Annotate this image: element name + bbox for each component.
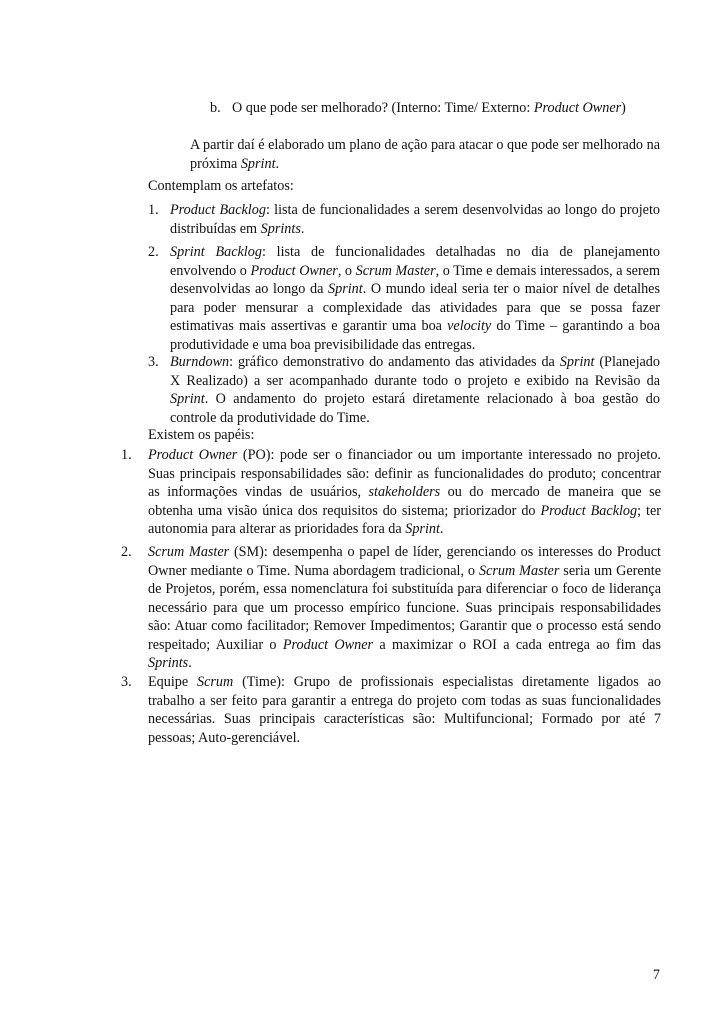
- sub-item-b: [232, 99, 662, 118]
- emphasis-text: Product Owner: [282, 636, 374, 653]
- artifact-item: [170, 353, 660, 427]
- emphasis-text: Product Backlog: [170, 202, 266, 218]
- body-text: .: [300, 220, 305, 237]
- body-text: do Time – garantindo a boa produtividade e uma boa previsibilidade das entregas.: [170, 318, 660, 353]
- role-item: [148, 673, 661, 747]
- body-text: : gráfico demonstrativo do andamento das atividades da: [229, 354, 560, 370]
- body-text: : lista de funcionalidades a serem desenvolvidas ao longo do projeto distribuídas em: [170, 202, 660, 237]
- artifacts-intro: Contemplam os artefatos:: [148, 178, 294, 194]
- emphasis-text: Sprint Backlog: [170, 244, 262, 260]
- body-text: Equipe: [148, 674, 197, 690]
- plan-text-end: .: [275, 155, 280, 172]
- body-text: . O andamento do projeto estará diretamente relacionado à boa gestão do controle da produtividade do Time.: [170, 391, 660, 426]
- body-text: : lista de funcionalidades detalhadas no dia de planejamento envolvendo o: [170, 244, 661, 279]
- plan-text: A partir daí é elaborado um plano de ação para atacar o que pode ser melhorado na próxima: [190, 137, 660, 172]
- body-text: , o Time e demais interessados, a serem desenvolvidas ao longo da: [170, 262, 661, 297]
- sub-item-text-end: ): [621, 100, 626, 116]
- artifact-item: [170, 201, 660, 238]
- body-text: ; ter autonomia para alterar as prioridades fora da: [148, 502, 661, 537]
- emphasis-text: Sprints: [148, 655, 189, 671]
- body-text: .: [188, 655, 192, 671]
- emphasis-text: Product Owner: [148, 447, 238, 463]
- sub-item-marker: b.: [210, 100, 221, 116]
- role-marker: 2.: [121, 544, 132, 560]
- emphasis-text: Scrum Master: [355, 262, 436, 279]
- emphasis-text: Product Backlog: [540, 502, 638, 519]
- body-text: (SM): desempenha o papel de líder, gerenciando os interesses do Product Owner mediante o Time. Numa abordagem tradicional, o: [148, 544, 662, 579]
- artifact-marker: 3.: [148, 354, 159, 370]
- body-text: .: [439, 521, 444, 537]
- emphasis-text: stakeholders: [368, 484, 441, 500]
- body-text: (PO): pode ser o financiador ou um importante interessado no projeto. Suas principais responsabilidades são: definir as funcionalidades do produto; concentrar as informações vindas de usuários,: [148, 447, 661, 500]
- emphasis-text: velocity: [447, 318, 492, 334]
- roles-intro: Existem os papéis:: [148, 427, 255, 443]
- role-marker: 1.: [121, 447, 132, 463]
- sub-item-emphasis: Product Owner: [533, 100, 622, 116]
- emphasis-text: Scrum Master: [148, 544, 230, 560]
- body-text: (Planejado X Realizado) a ser acompanhado durante todo o projeto e exibido na Revisão da: [170, 354, 660, 389]
- emphasis-text: Sprints: [260, 220, 301, 237]
- role-item: [148, 446, 661, 539]
- emphasis-text: Sprint: [328, 281, 363, 297]
- emphasis-text: Sprint: [170, 391, 205, 407]
- artifact-marker: 2.: [148, 244, 159, 260]
- emphasis-text: Product Owner: [250, 262, 338, 279]
- body-text: . O mundo ideal seria ter o maior nível de detalhes para poder mensurar a complexidade das atividades para que se possa fazer estimativas mais assertivas e garantir uma boa: [170, 281, 660, 334]
- body-text: a maximizar o ROI a cada entrega ao fim das: [373, 636, 661, 653]
- body-text: , o: [337, 262, 356, 279]
- emphasis-text: Scrum: [197, 674, 234, 690]
- emphasis-text: Scrum Master: [478, 562, 560, 579]
- plan-paragraph: [190, 136, 660, 173]
- body-text: (Time): Grupo de profissionais especialistas diretamente ligados ao trabalho a ser feito para garantir a entrega do projeto com todas as suas funcionalidades necessárias. Suas principais características são: Multifuncional; Formado por até 7 pessoas; Auto-gerenciável.: [148, 674, 661, 746]
- role-marker: 3.: [121, 674, 132, 690]
- artifact-marker: 1.: [148, 202, 159, 218]
- body-text: seria um Gerente de Projetos, porém, essa nomenclatura foi substituída para diferenciar o foco de liderança necessário para que um processo empírico funcione. Suas principais responsabilidades são: Atuar como facilitador; Remover Impedimentos; Garantir que o processo está sendo respeitado; Auxiliar o: [148, 562, 661, 653]
- emphasis-text: Burndown: [170, 354, 230, 370]
- sub-item-text: O que pode ser melhorado? (Interno: Time/ Externo:: [232, 100, 534, 116]
- page-number: 7: [652, 967, 660, 983]
- role-item: [148, 543, 661, 673]
- body-text: ou do mercado de maneira que se obtenha uma visão única dos requisitos do sistema; priorizador do: [148, 484, 661, 519]
- emphasis-text: Sprint: [559, 354, 595, 370]
- artifact-item: [170, 243, 660, 354]
- plan-emphasis: Sprint: [240, 155, 276, 172]
- emphasis-text: Sprint: [405, 521, 440, 537]
